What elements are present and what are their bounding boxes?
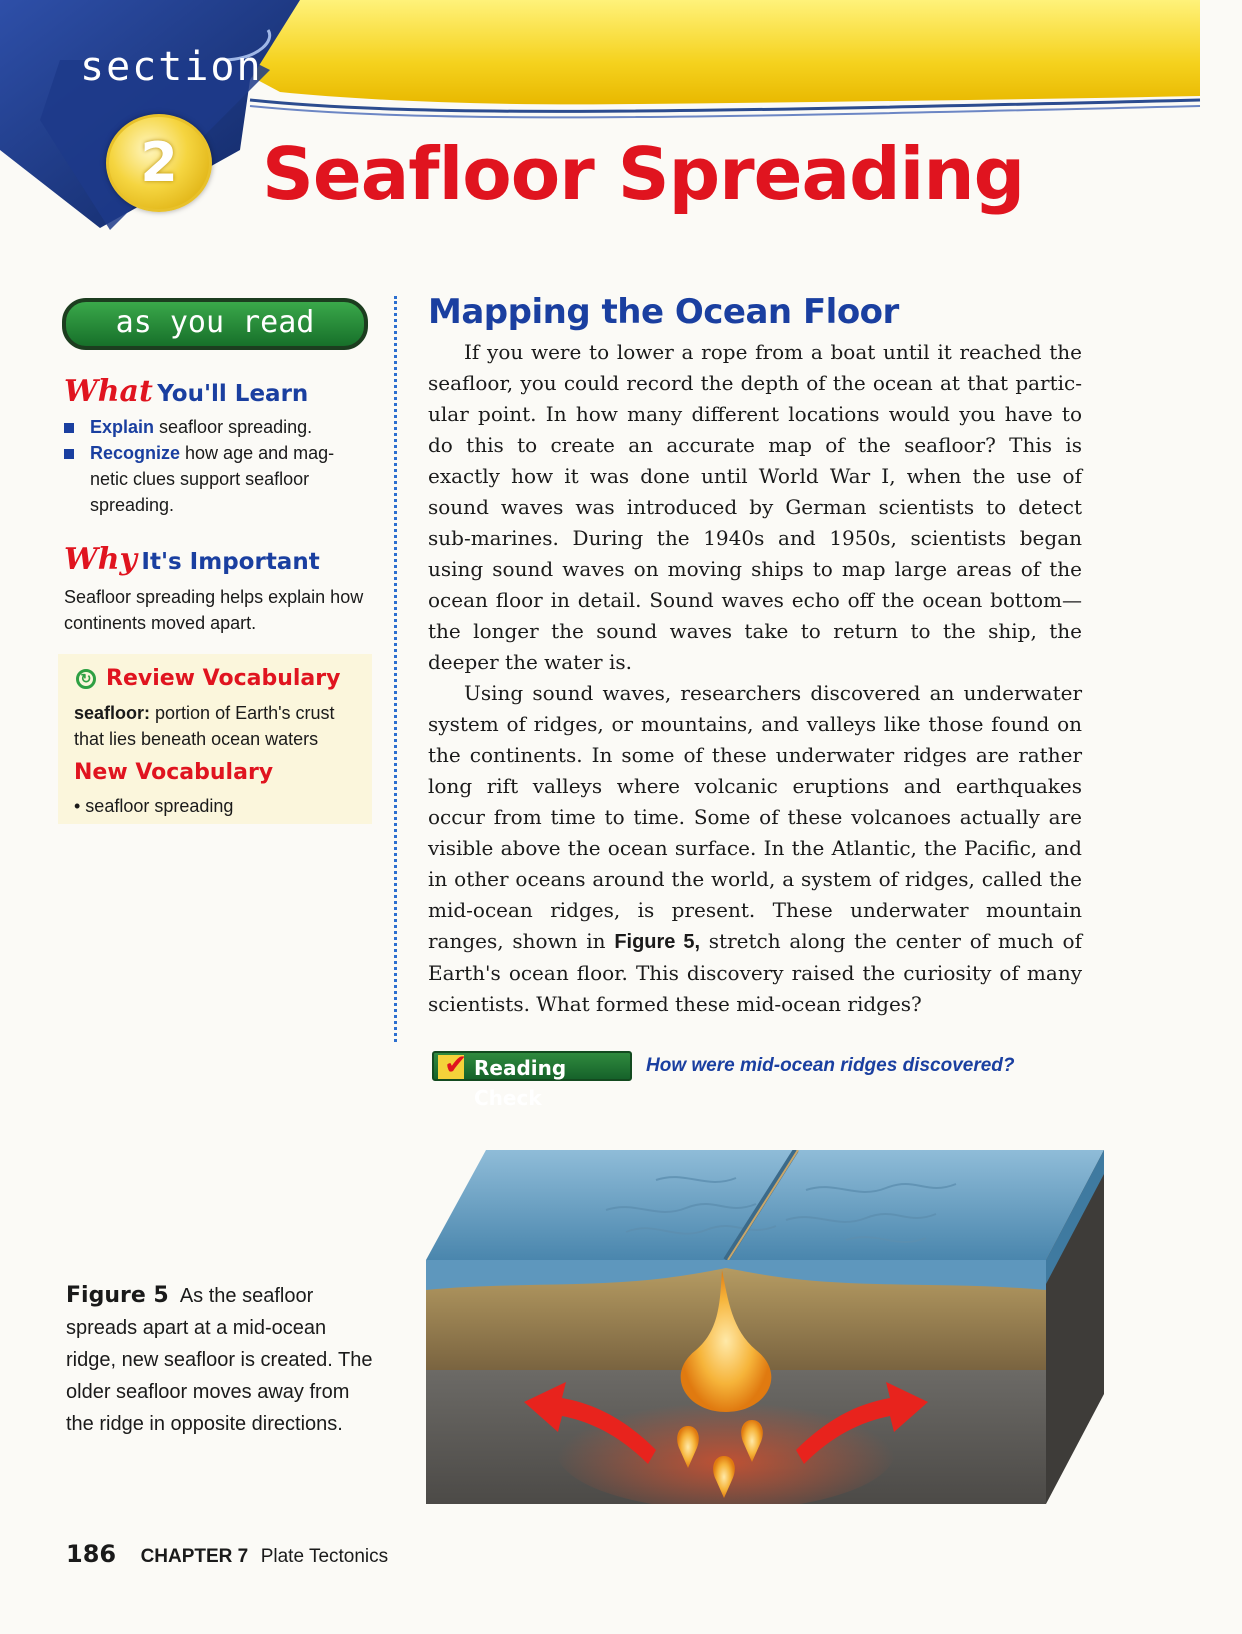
review-term: seafloor: — [74, 703, 151, 723]
check-mark-icon: ✔ — [444, 1048, 468, 1081]
paragraph-2-text-end: stretch along the center of much of Earth's ocean floor. This discovery raised the curiosity of many scientists. What formed these mid-ocean ridges? — [428, 929, 1082, 1016]
new-vocabulary-title: New Vocabulary — [74, 760, 274, 785]
what-script-word: What — [64, 374, 153, 409]
why-its-important-text: Seafloor spreading helps explain how continents moved apart. — [64, 587, 364, 633]
square-bullet-icon — [64, 423, 74, 433]
objective-text: how age and mag-netic clues support seafloor spreading. — [90, 443, 335, 515]
review-vocabulary-definition — [74, 700, 364, 752]
vocabulary-box — [58, 654, 372, 824]
body-paragraph-2 — [428, 678, 1082, 1020]
list-item — [64, 440, 364, 518]
section-number-badge: 2 — [106, 114, 212, 212]
figure-label: Figure 5 — [66, 1283, 169, 1308]
what-heading-rest: You'll Learn — [157, 381, 309, 407]
body-paragraph-1: If you were to lower a rope from a boat until it reached the seafloor, you could record the depth of the ocean at that partic-ular point. In how many different locations would you have to do this to create an accurate map of the seafloor? This is exactly how it was done until World War I, when the use of sound waves was introduced by German scientists to detect sub-marines. During the 1940s and 1950s, scientists began using sound waves on moving ships to map large areas of the ocean floor in detail. Sound waves echo off the ocean bottom—the longer the sound waves take to return to the ship, the deeper the water is. — [428, 340, 1082, 674]
why-script-word: Why — [64, 542, 137, 577]
list-item — [64, 414, 364, 440]
figure-reference: Figure 5, — [614, 931, 701, 953]
section-label: section — [80, 44, 263, 90]
why-heading-rest: It's Important — [141, 549, 320, 575]
checkbox-icon — [438, 1048, 468, 1081]
review-vocabulary-heading — [76, 666, 340, 691]
reading-check-label: Reading Check — [474, 1056, 567, 1110]
page-title: Seafloor Spreading — [262, 132, 1025, 216]
reading-check-question: How were mid-ocean ridges discovered? — [646, 1055, 1015, 1076]
square-bullet-icon — [64, 449, 74, 459]
column-divider — [394, 296, 397, 1042]
new-vocabulary-item: • seafloor spreading — [74, 796, 234, 816]
chapter-label: CHAPTER 7 — [140, 1546, 249, 1567]
section-heading: Mapping the Ocean Floor — [428, 292, 899, 332]
figure-caption-text: As the seafloor spreads apart at a mid-ocean ridge, new seafloor is created. The older seafloor moves away from the ridge in opposite directions. — [66, 1285, 373, 1435]
learning-objectives-list — [64, 414, 364, 518]
review-definition-text: portion of Earth's crust that lies beneath ocean waters — [74, 703, 335, 749]
review-refresh-icon: ↻ — [76, 669, 96, 689]
objective-keyword: Recognize — [90, 443, 181, 463]
paragraph-2-text-start: Using sound waves, researchers discovered an underwater system of ridges, or mountains, and valleys like those found on the continents. In some of these underwater ridges are rather long rift valleys where volcanic eruptions and earthquakes occur from time to time. Some of these volcanoes actually are visible above the ocean surface. In the Atlantic, the Pacific, and in other oceans around the world, a system of ridges, called the mid-ocean ridges, is present. These underwater mountain ranges, shown in — [428, 681, 1082, 953]
chapter-title: Plate Tectonics — [260, 1546, 389, 1567]
what-youll-learn-heading — [64, 374, 308, 409]
as-you-read-badge: as you read — [62, 298, 368, 350]
review-vocabulary-title: Review Vocabulary — [106, 666, 341, 691]
objective-text: seafloor spreading. — [154, 417, 313, 437]
page-number: 186 — [66, 1540, 117, 1568]
reading-check-badge — [432, 1048, 632, 1110]
seafloor-spreading-illustration — [426, 1150, 1104, 1504]
objective-keyword: Explain — [90, 417, 155, 437]
why-its-important-heading — [64, 542, 320, 577]
page-footer — [66, 1540, 388, 1568]
figure-caption — [66, 1280, 376, 1440]
